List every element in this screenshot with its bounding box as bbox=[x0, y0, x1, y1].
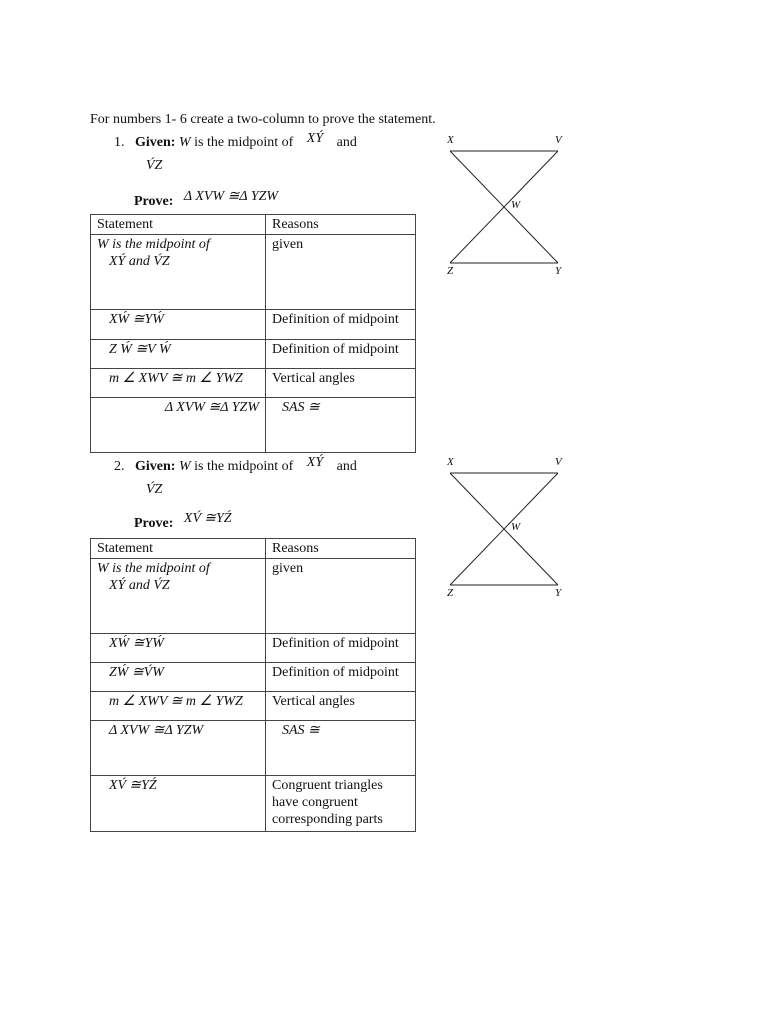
table-row bbox=[91, 369, 416, 398]
segment-xy: XÝ bbox=[306, 455, 324, 470]
statement-cell: XV́ ≅YŹ bbox=[91, 776, 266, 832]
problem-number: 2. bbox=[114, 459, 125, 474]
given-point: W bbox=[178, 459, 191, 474]
problem-number: 1. bbox=[114, 135, 125, 150]
segment-vz: V́Z bbox=[146, 158, 163, 173]
table-row bbox=[91, 340, 416, 369]
reason-cell: Definition of midpoint bbox=[266, 310, 416, 340]
point-w-label: W bbox=[511, 521, 521, 533]
prove-statement: XV́ ≅YŹ bbox=[183, 511, 232, 526]
table-row bbox=[91, 776, 416, 832]
reason-cell: SAS ≅ bbox=[266, 398, 416, 453]
bowtie-figure-1 bbox=[440, 135, 575, 280]
statement-text: W is the midpoint of bbox=[97, 237, 210, 252]
reason-cell: Definition of midpoint bbox=[266, 663, 416, 692]
reason-cell: Definition of midpoint bbox=[266, 634, 416, 663]
header-reasons: Reasons bbox=[266, 539, 416, 559]
table-row bbox=[91, 721, 416, 776]
bowtie-figure-2 bbox=[440, 457, 575, 602]
point-v-label: V bbox=[555, 456, 562, 468]
statement-cell bbox=[91, 235, 266, 310]
prove-label: Prove: bbox=[134, 516, 174, 531]
reason-cell: Congruent triangles have congruent corresponding parts bbox=[266, 776, 416, 832]
point-w-label: W bbox=[511, 199, 521, 211]
reason-cell: given bbox=[266, 235, 416, 310]
given-label: Given: bbox=[135, 459, 176, 474]
problem-1-given bbox=[114, 131, 357, 151]
table-row bbox=[91, 663, 416, 692]
point-v-label: V bbox=[555, 134, 562, 146]
and-text: and bbox=[336, 135, 357, 150]
statement-cell: Δ XVW ≅Δ YZW bbox=[91, 721, 266, 776]
statement-cell: XẂ ≅YẂ bbox=[91, 634, 266, 663]
problem-2-prove bbox=[134, 510, 232, 531]
statement-text: W is the midpoint of bbox=[97, 561, 210, 576]
table-header bbox=[91, 539, 416, 559]
reason-cell: given bbox=[266, 559, 416, 634]
statement-cell: m ∠ XWV ≅ m ∠ YWZ bbox=[91, 369, 266, 398]
segment-vz: V́Z bbox=[146, 482, 163, 497]
table-row bbox=[91, 398, 416, 453]
statement-cell: m ∠ XWV ≅ m ∠ YWZ bbox=[91, 692, 266, 721]
table-row bbox=[91, 235, 416, 310]
problem-2-given bbox=[114, 455, 357, 475]
point-y-label: Y bbox=[555, 265, 562, 277]
point-x-label: X bbox=[447, 456, 454, 468]
problem-1-prove bbox=[134, 188, 279, 209]
given-label: Given: bbox=[135, 135, 176, 150]
statement-cell: XẂ ≅YẂ bbox=[91, 310, 266, 340]
statement-text: XÝ and V́Z bbox=[109, 254, 170, 269]
table-row bbox=[91, 634, 416, 663]
proof-table-1 bbox=[90, 214, 416, 453]
header-statement: Statement bbox=[91, 215, 266, 235]
header-statement: Statement bbox=[91, 539, 266, 559]
table-row bbox=[91, 310, 416, 340]
reason-cell: Definition of midpoint bbox=[266, 340, 416, 369]
intro-text: For numbers 1- 6 create a two-column to prove the statement. bbox=[90, 112, 436, 127]
given-text: is the midpoint of bbox=[194, 459, 294, 474]
table-row bbox=[91, 692, 416, 721]
table-header bbox=[91, 215, 416, 235]
segment-xy: XÝ bbox=[306, 131, 324, 146]
reason-cell: Vertical angles bbox=[266, 692, 416, 721]
header-reasons: Reasons bbox=[266, 215, 416, 235]
and-text: and bbox=[336, 459, 357, 474]
statement-cell: Z Ẃ ≅V Ẃ bbox=[91, 340, 266, 369]
reason-cell: Vertical angles bbox=[266, 369, 416, 398]
statement-cell: ZẂ ≅V́W bbox=[91, 663, 266, 692]
point-z-label: Z bbox=[447, 587, 454, 599]
statement-cell: Δ XVW ≅Δ YZW bbox=[91, 398, 266, 453]
reason-cell: SAS ≅ bbox=[266, 721, 416, 776]
statement-text: XÝ and V́Z bbox=[109, 578, 170, 593]
point-z-label: Z bbox=[447, 265, 454, 277]
point-x-label: X bbox=[447, 134, 454, 146]
statement-cell bbox=[91, 559, 266, 634]
given-text: is the midpoint of bbox=[194, 135, 294, 150]
point-y-label: Y bbox=[555, 587, 562, 599]
given-point: W bbox=[178, 135, 191, 150]
table-row bbox=[91, 559, 416, 634]
proof-table-2 bbox=[90, 538, 416, 832]
prove-statement: Δ XVW ≅Δ YZW bbox=[183, 189, 279, 204]
prove-label: Prove: bbox=[134, 194, 174, 209]
